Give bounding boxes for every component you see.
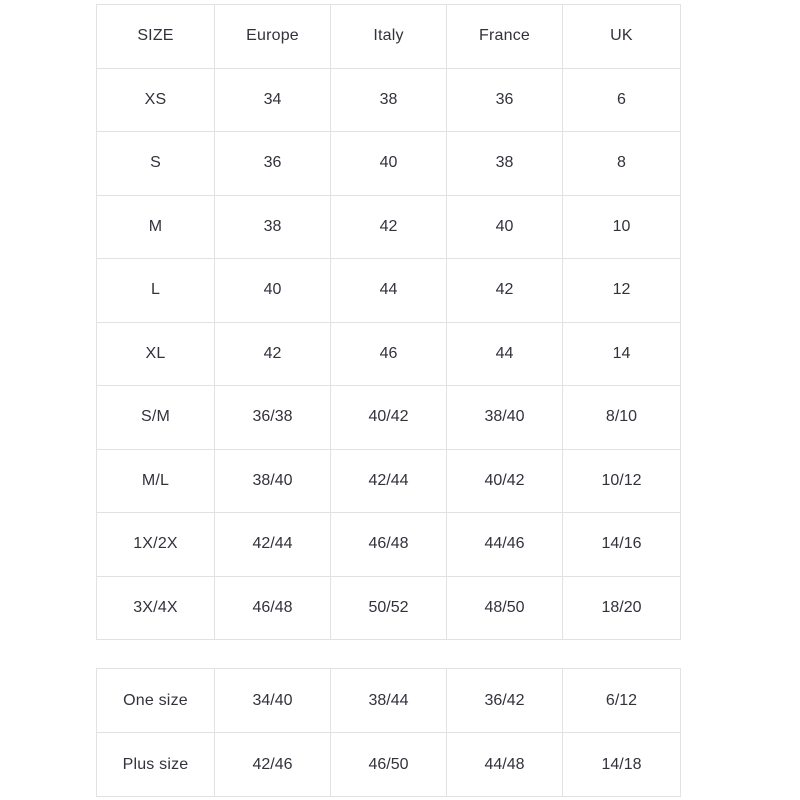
table-row [97, 132, 681, 196]
row-label: 3X/4X [97, 576, 215, 640]
cell-europe: 42/46 [215, 733, 331, 797]
cell-france: 38 [447, 132, 563, 196]
cell-italy: 40 [331, 132, 447, 196]
cell-italy: 38/44 [331, 669, 447, 733]
table-header-row [97, 5, 681, 69]
row-label: S [97, 132, 215, 196]
cell-europe: 34 [215, 68, 331, 132]
cell-uk: 18/20 [563, 576, 681, 640]
cell-france: 44/46 [447, 513, 563, 577]
column-header-italy: Italy [331, 5, 447, 69]
cell-france: 40 [447, 195, 563, 259]
table-row [97, 576, 681, 640]
table-row [97, 386, 681, 450]
cell-uk: 14/16 [563, 513, 681, 577]
cell-uk: 10 [563, 195, 681, 259]
cell-europe: 46/48 [215, 576, 331, 640]
cell-europe: 36/38 [215, 386, 331, 450]
row-label: M/L [97, 449, 215, 513]
cell-italy: 44 [331, 259, 447, 323]
table-row [97, 259, 681, 323]
table-row [97, 513, 681, 577]
cell-france: 40/42 [447, 449, 563, 513]
cell-europe: 38/40 [215, 449, 331, 513]
table-row [97, 449, 681, 513]
cell-france: 42 [447, 259, 563, 323]
cell-italy: 40/42 [331, 386, 447, 450]
primary-size-table-container [96, 4, 680, 640]
cell-europe: 42/44 [215, 513, 331, 577]
cell-europe: 42 [215, 322, 331, 386]
cell-italy: 38 [331, 68, 447, 132]
table-row [97, 68, 681, 132]
row-label: L [97, 259, 215, 323]
secondary-size-table-container [96, 668, 680, 797]
column-header-france: France [447, 5, 563, 69]
cell-italy: 42/44 [331, 449, 447, 513]
cell-uk: 12 [563, 259, 681, 323]
column-header-europe: Europe [215, 5, 331, 69]
cell-uk: 8 [563, 132, 681, 196]
row-label: 1X/2X [97, 513, 215, 577]
primary-size-table [96, 4, 681, 640]
primary-table-body [97, 68, 681, 640]
cell-italy: 42 [331, 195, 447, 259]
cell-italy: 46/48 [331, 513, 447, 577]
cell-uk: 10/12 [563, 449, 681, 513]
cell-europe: 40 [215, 259, 331, 323]
cell-italy: 50/52 [331, 576, 447, 640]
cell-europe: 34/40 [215, 669, 331, 733]
cell-uk: 6 [563, 68, 681, 132]
row-label: Plus size [97, 733, 215, 797]
cell-france: 48/50 [447, 576, 563, 640]
cell-uk: 8/10 [563, 386, 681, 450]
primary-table-head [97, 5, 681, 69]
secondary-table-body [97, 669, 681, 797]
column-header-size: SIZE [97, 5, 215, 69]
cell-france: 44 [447, 322, 563, 386]
cell-uk: 14 [563, 322, 681, 386]
row-label: XL [97, 322, 215, 386]
table-row [97, 195, 681, 259]
row-label: M [97, 195, 215, 259]
row-label: S/M [97, 386, 215, 450]
cell-europe: 38 [215, 195, 331, 259]
cell-france: 36/42 [447, 669, 563, 733]
cell-uk: 14/18 [563, 733, 681, 797]
cell-italy: 46/50 [331, 733, 447, 797]
cell-uk: 6/12 [563, 669, 681, 733]
table-row [97, 733, 681, 797]
column-header-uk: UK [563, 5, 681, 69]
secondary-size-table [96, 668, 681, 797]
cell-france: 38/40 [447, 386, 563, 450]
cell-france: 36 [447, 68, 563, 132]
cell-europe: 36 [215, 132, 331, 196]
table-row [97, 669, 681, 733]
cell-france: 44/48 [447, 733, 563, 797]
cell-italy: 46 [331, 322, 447, 386]
row-label: XS [97, 68, 215, 132]
row-label: One size [97, 669, 215, 733]
table-row [97, 322, 681, 386]
